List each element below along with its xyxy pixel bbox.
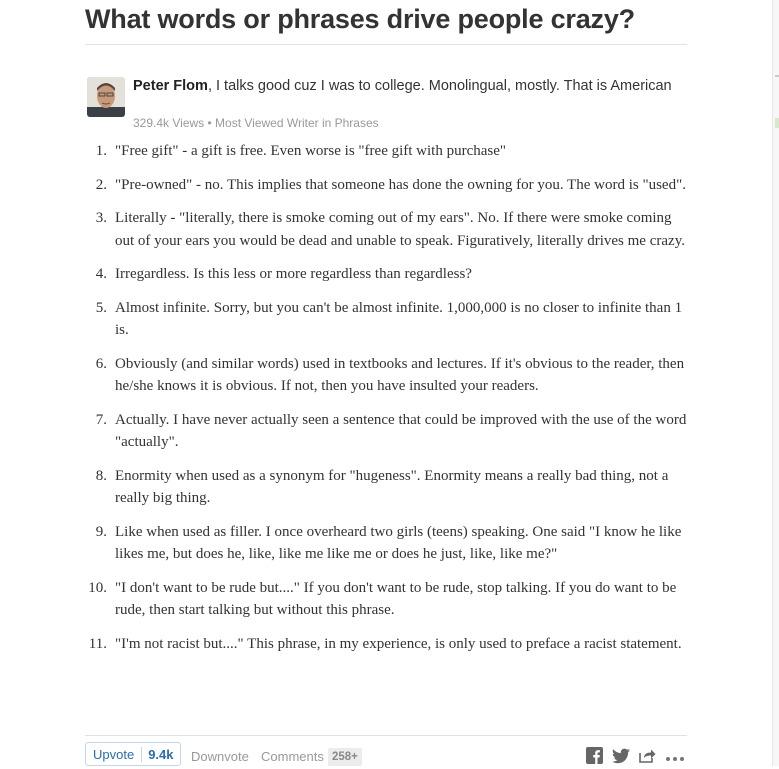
list-item-text: Like when used as filler. I once overheard two girls (teens) speaking. One said "I know he like likes me, but does he, like, like me like me or does he just, like, like me?" (115, 523, 682, 562)
scrollbar-marker (775, 75, 779, 77)
list-item-number: 10. (88, 579, 107, 596)
list-item-text: Irregardless. Is this less or more regardless than regardless? (115, 266, 472, 282)
answer-list-item (90, 633, 690, 656)
list-item-number: 2. (95, 176, 107, 193)
author-info (133, 77, 673, 95)
answer-list-item (90, 577, 690, 622)
list-item-text: Enormity when used as a synonym for "hugeness". Enormity means a really bad thing, not a really big thing. (115, 467, 669, 506)
list-item-number: 9. (95, 523, 107, 540)
list-item-number: 7. (95, 411, 107, 428)
list-item-text: Almost infinite. Sorry, but you can't be almost infinite. 1,000,000 is no closer to infinite than 1 is. (115, 299, 683, 338)
list-item-number: 3. (95, 210, 107, 226)
divider (85, 735, 687, 736)
list-item-text: Literally - "literally, there is smoke coming out of my ears". No. If there were smoke coming out of your ears you would be dead and unable to speak. Figuratively, literally drives me crazy. (115, 210, 685, 249)
share-icon[interactable] (639, 748, 656, 768)
list-item-number: 1. (95, 143, 107, 159)
list-item-text: "Pre-owned" - no. This implies that someone has done the owning for you. The word is "used". (115, 176, 686, 193)
author-bio: , I talks good cuz I was to college. Monolingual, mostly. That is American (207, 78, 672, 94)
list-item-number: 11. (88, 635, 107, 652)
list-item-text: Actually. I have never actually seen a sentence that could be improved with the use of the word "actually". (115, 411, 687, 450)
downvote-button[interactable]: Downvote (191, 749, 249, 764)
twitter-icon[interactable] (612, 748, 630, 769)
page-scrollbar[interactable] (772, 0, 779, 766)
author-name[interactable]: Peter Flom (133, 78, 208, 94)
comments-button[interactable]: Comments (261, 749, 324, 764)
list-item-number: 6. (95, 355, 107, 372)
more-icon[interactable] (665, 749, 685, 767)
answer-list-item (90, 465, 690, 510)
list-item-text: "I'm not racist but...." This phrase, in my experience, is only used to preface a racist statement. (115, 635, 682, 652)
upvote-label: Upvote (93, 746, 135, 762)
author-meta: 329.4k Views • Most Viewed Writer in Phrases (133, 116, 379, 130)
answer-list-item (90, 174, 690, 197)
list-item-text: "I don't want to be rude but...." If you don't want to be rude, stop talking. If you do want to be rude, then start talking but without this phrase. (115, 579, 677, 618)
divider (85, 44, 687, 45)
list-item-number: 4. (95, 266, 107, 282)
list-item-number: 5. (95, 299, 107, 316)
answer-list (90, 140, 690, 666)
answer-list-item (90, 263, 690, 286)
answer-list-item (90, 207, 690, 252)
comments-count-badge: 258+ (328, 748, 362, 766)
avatar[interactable] (87, 77, 125, 117)
list-item-text: "Free gift" - a gift is free. Even worse is "free gift with purchase" (115, 143, 507, 159)
answer-list-item (90, 409, 690, 454)
answer-list-item (90, 353, 690, 398)
list-item-number: 8. (95, 467, 107, 484)
avatar-image (87, 77, 125, 117)
scrollbar-marker (775, 118, 779, 128)
answer-list-item (90, 521, 690, 566)
upvote-button[interactable] (85, 742, 181, 766)
list-item-text: Obviously (and similar words) used in textbooks and lectures. If it's obvious to the reader, then he/she knows it is obvious. If not, then you have insulted your readers. (115, 355, 685, 394)
answer-list-item (90, 297, 690, 342)
question-title[interactable]: What words or phrases drive people crazy? (85, 4, 635, 34)
upvote-count: 9.4k (141, 747, 179, 762)
answer-list-item (90, 140, 690, 163)
